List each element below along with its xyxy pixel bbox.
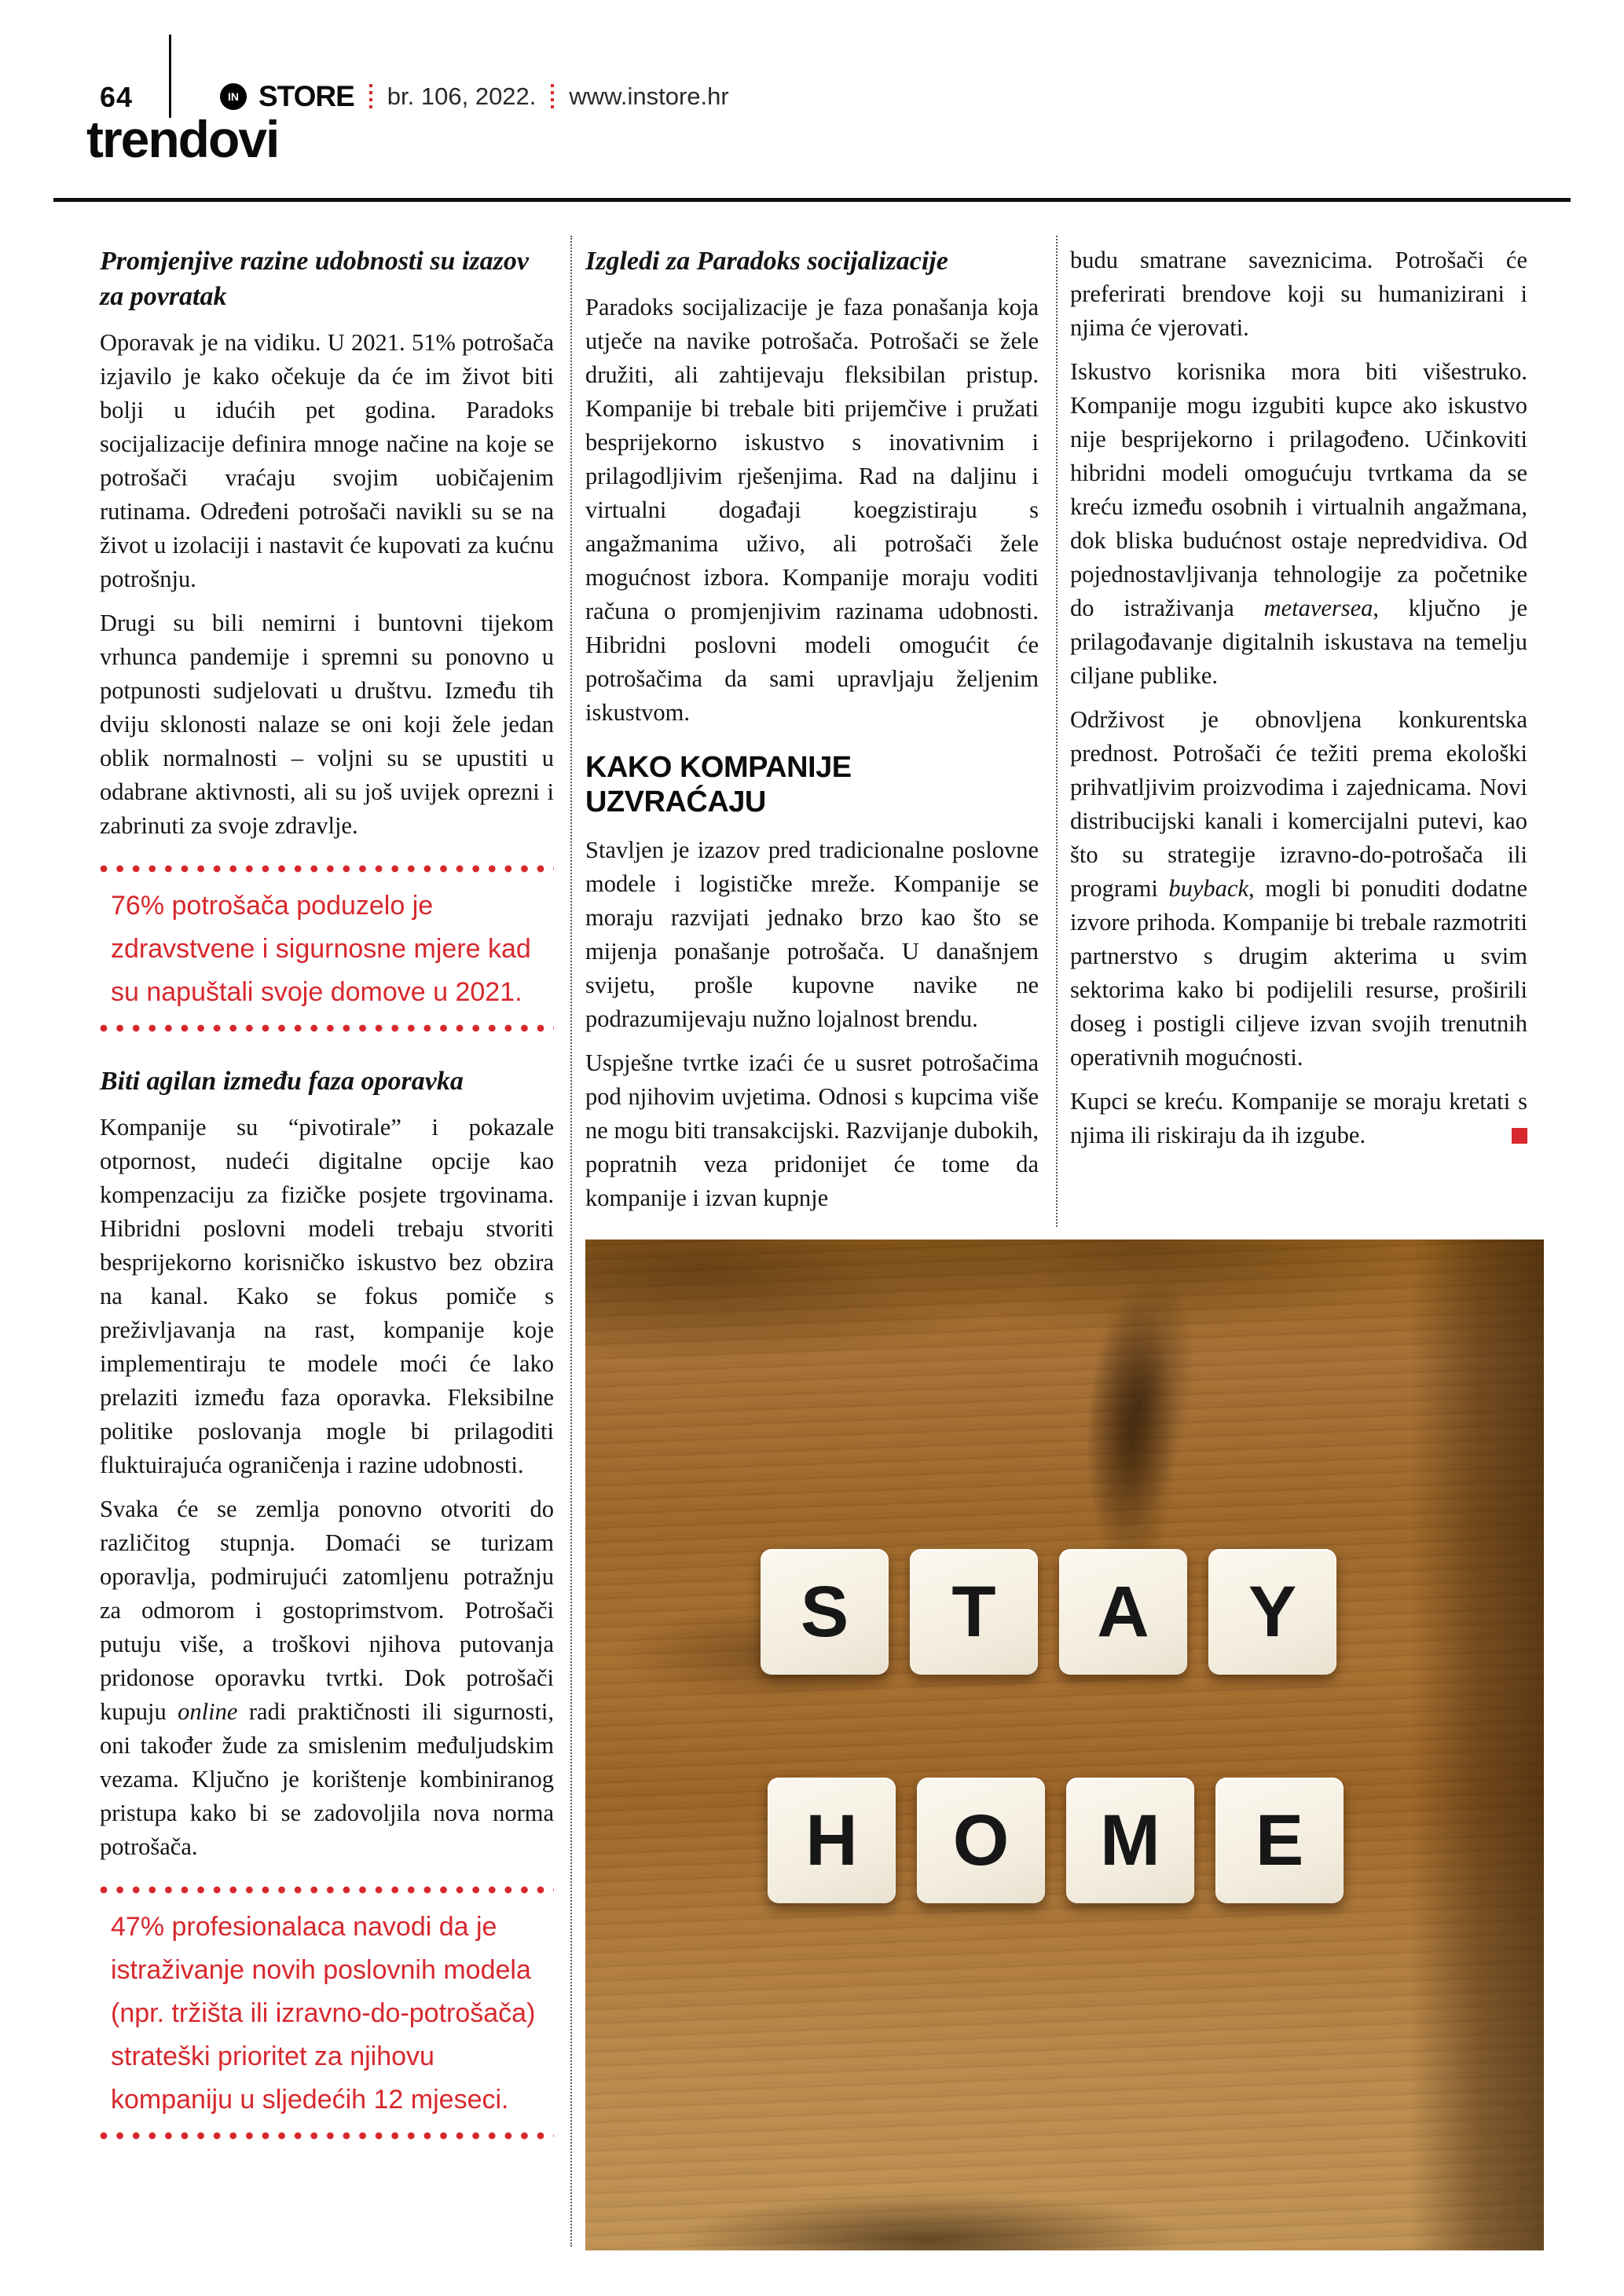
scrabble-tile-m: M	[1066, 1778, 1194, 1903]
scrabble-tile-o: O	[917, 1778, 1045, 1903]
instore-logo-icon: IN	[220, 83, 247, 110]
red-dotted-line	[100, 865, 554, 873]
issue-number: br. 106, 2022.	[387, 82, 537, 110]
scrabble-tile-y: Y	[1208, 1549, 1336, 1675]
body-paragraph: Kompanije su “pivotirale” i pokazale otpornost, nudeći digitalne opcije kao kompenzaciju za fizičke posjete trgovinama. Hibridni poslovni modeli trebaju stvoriti besprijekorno korisničko iskustvo bez obzira na kanal. Kako se fokus pomiče s preživljavanja na rast, kompanije koje implementiraju te modele moći će lako prelaziti između faza oporavka. Fleksibilne politike poslovanja mogle bi prilagoditi fluktuirajuća ograničenja i razine udobnosti.	[100, 1114, 554, 1478]
page-number: 64	[100, 81, 134, 113]
scrabble-tile-s: S	[761, 1549, 889, 1675]
pull-quote	[100, 1886, 554, 2140]
body-paragraph: Stavljen je izazov pred tradicionalne poslovne modele i logističke mreže. Kompanije se moraju razvijati jednako brzo kao što se mijenja ponašanje potrošača. U današnjem svijetu, prošle kupovne navike ne podrazumijevaju nužno lojalnost brendu.	[585, 837, 1039, 1032]
red-dotted-line	[100, 1886, 554, 1894]
article-end-mark	[1512, 1128, 1527, 1144]
column-divider	[1056, 236, 1058, 1227]
dotted-separator-icon	[369, 84, 372, 109]
header	[220, 79, 729, 115]
red-dotted-line	[100, 2132, 554, 2140]
scrabble-tile-a: A	[1059, 1549, 1187, 1675]
wood-knot	[1065, 1264, 1212, 1544]
tile-row-stay	[761, 1549, 1336, 1675]
article-subhead: Biti agilan između faza oporavka	[100, 1067, 464, 1096]
body-paragraph: budu smatrane saveznicima. Potrošači će preferirati brendove koji su humanizirani i njima će vjerovati.	[1070, 247, 1527, 341]
tile-row-home	[768, 1778, 1344, 1903]
magazine-logo-text: STORE	[258, 80, 354, 112]
scrabble-tile-h: H	[768, 1778, 896, 1903]
pull-quote	[100, 865, 554, 1032]
body-paragraph: Svaka će se zemlja ponovno otvoriti do različitog stupnja. Domaći se turizam oporavlja, podmirujući zatomljenu potražnju za odmorom i gostoprimstvom. Potrošači putuju više, a troškovi njihova putovanja pridonose oporavku tvrtki. Dok potrošači kupuju online radi praktičnosti ili sigurnosti, oni također žude za smislenim međuljudskim vezama. Ključno je korištenje kombiniranog pristupa kako bi se zadovoljila nova norma potrošača.	[100, 1496, 554, 1860]
column-2	[585, 244, 1039, 1225]
scrabble-tile-t: T	[910, 1549, 1038, 1675]
column-divider	[570, 236, 572, 2247]
body-paragraph: Oporavak je na vidiku. U 2021. 51% potrošača izjavilo je kako očekuje da će im život biti bolji u idućih pet godina. Paradoks socijalizacije definira mnoge načine na koje se potrošači vraćaju svojim uobičajenim rutinama. Određeni potrošači navikli su se na život u izolaciji i nastavit će kupovati za kućnu potrošnju.	[100, 329, 554, 592]
title-rule	[53, 198, 1571, 202]
body-paragraph: Iskustvo korisnika mora biti višestruko. Kompanije mogu izgubiti kupce ako iskustvo nije besprijekorno i prilagođeno. Učinkoviti hibridni modeli omogućuju tvrtkama da se kreću između osobnih i virtualnih angažmana, dok bliska budućnost ostaje nepredvidiva. Od pojednostavljivanja tehnologije za početnike do istraživanja metaversea, ključno je prilagođavanje digitalnih iskustava na temelju ciljane publike.	[1070, 358, 1527, 689]
body-paragraph: Kupci se kreću. Kompanije se moraju kretati s njima ili riskiraju da ih izgube.	[1070, 1088, 1527, 1148]
article-caps-heading: KAKO KOMPANIJE UZVRAĆAJU	[585, 751, 852, 818]
red-dotted-line	[100, 1024, 554, 1032]
dotted-separator-icon	[551, 84, 554, 109]
scrabble-tile-e: E	[1215, 1778, 1344, 1903]
website-url: www.instore.hr	[569, 82, 729, 110]
article-subhead: Promjenjive razine udobnosti su izazov za povratak	[100, 247, 529, 311]
column-3	[1070, 244, 1527, 1163]
column-1	[100, 244, 554, 2171]
body-paragraph: Paradoks socijalizacije je faza ponašanja koja utječe na navike potrošača. Potrošači se žele družiti, ali zahtijevaju fleksibilan pristup. Kompanije bi trebale biti prijemčive i pružati besprijekorno iskustvo s inovativnim i prilagodljivim rješenjima. Rad na daljinu i virtualni događaji koegzistiraju s angažmanima uživo, ali potrošači žele mogućnost izbora. Kompanije moraju voditi računa o promjenjivim razinama udobnosti. Hibridni poslovni modeli omogućit će potrošačima da sami upravljaju željenim iskustvom.	[585, 294, 1039, 726]
pull-quote-text: 76% potrošača poduzelo je zdravstvene i sigurnosne mjere kad su napuštali svoje domove u 2021.	[111, 891, 531, 1007]
stay-home-photo	[585, 1240, 1544, 2250]
header-divider-bar	[169, 35, 171, 118]
section-title: trendovi	[86, 110, 279, 168]
body-paragraph: Održivost je obnovljena konkurentska prednost. Potrošači će težiti prema ekološki prihvatljivim proizvodima i zajednicama. Novi distribucijski kanali i komercijalni putevi, kao što su strategije izravno-do-potrošača ili programi buyback, mogli bi ponuditi dodatne izvore prihoda. Kompanije bi trebale razmotriti partnerstvo s drugim akterima u svim sektorima kako bi podijelili resurse, proširili doseg i postigli ciljeve izvan svojih trenutnih operativnih mogućnosti.	[1070, 706, 1527, 1071]
body-paragraph: Drugi su bili nemirni i buntovni tijekom vrhunca pandemije i spremni su ponovno u potpunosti sudjelovati u društvu. Između tih dviju sklonosti nalaze se oni koji žele jedan oblik normalnosti – voljni su se upustiti u odabrane aktivnosti, ali su još uvijek oprezni i zabrinuti za svoje zdravlje.	[100, 610, 554, 839]
body-paragraph: Uspješne tvrtke izaći će u susret potrošačima pod njihovim uvjetima. Odnosi s kupcima više ne mogu biti transakcijski. Razvijanje dubokih, popratnih veza pridonijet će tome da kompanije i izvan kupnje	[585, 1049, 1039, 1211]
article-subhead: Izgledi za Paradoks socijalizacije	[585, 247, 948, 276]
pull-quote-text: 47% profesionalaca navodi da je istraživanje novih poslovnih modela (npr. tržišta ili izravno-do-potrošača) strateški prioritet za njihovu kompaniju u sljedećih 12 mjeseci.	[111, 1912, 536, 2115]
